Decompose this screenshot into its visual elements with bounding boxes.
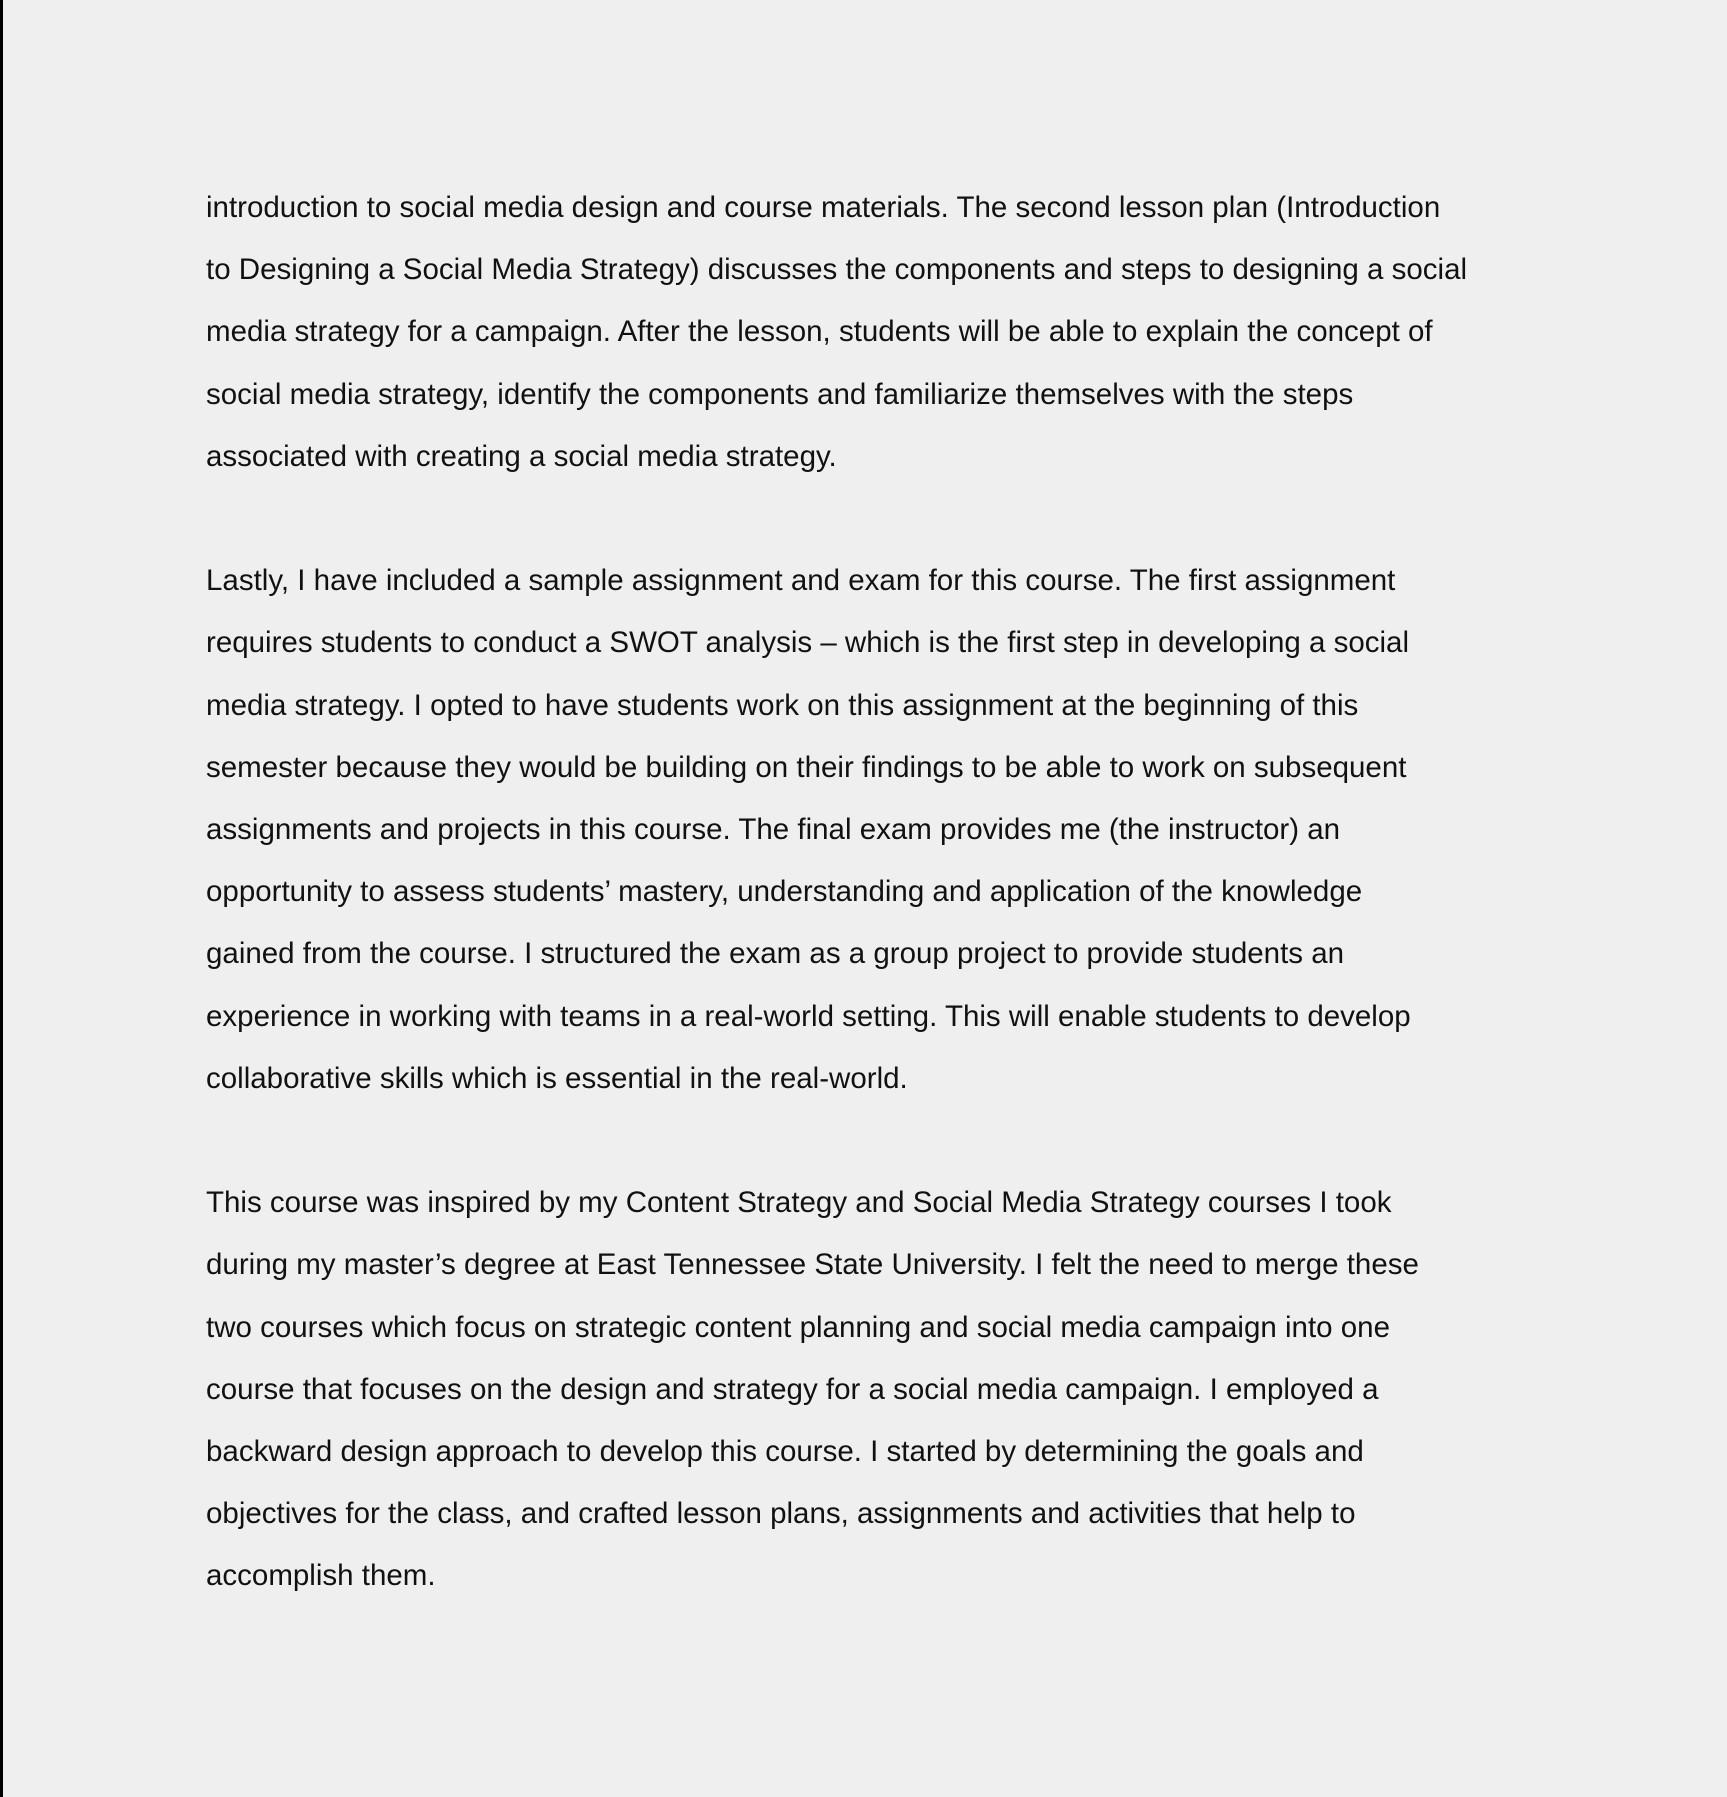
text-line: media strategy. I opted to have students work on this assignment at the beginning of this (206, 688, 1359, 722)
text-line: assignments and projects in this course. The final exam provides me (the instructor) an (206, 813, 1341, 847)
text-line: requires students to conduct a SWOT analysis – which is the first step in developing a social (206, 626, 1410, 660)
document-body (206, 177, 1536, 1670)
text-line: semester because they would be building on their findings to be able to work on subsequent (206, 750, 1407, 784)
text-line: social media strategy, identify the components and familiarize themselves with the steps (206, 377, 1354, 411)
text-line: backward design approach to develop this course. I started by determining the goals and (206, 1435, 1364, 1469)
page-edge-border (0, 0, 3, 1797)
paragraph-assignment-exam (206, 550, 1536, 1110)
text-line: two courses which focus on strategic content planning and social media campaign into one (206, 1310, 1390, 1344)
text-line: to Designing a Social Media Strategy) discusses the components and steps to designing a social (206, 253, 1468, 287)
text-line: gained from the course. I structured the exam as a group project to provide students an (206, 937, 1345, 971)
text-line: collaborative skills which is essential in the real-world. (206, 1061, 908, 1095)
paragraph-course-inspiration (206, 1172, 1536, 1607)
text-line: opportunity to assess students’ mastery, understanding and application of the knowledge (206, 875, 1363, 909)
text-line: This course was inspired by my Content Strategy and Social Media Strategy courses I took (206, 1186, 1392, 1220)
text-line: introduction to social media design and course materials. The second lesson plan (Introduction (206, 191, 1441, 224)
text-line: associated with creating a social media strategy. (206, 439, 837, 473)
text-line: Lastly, I have included a sample assignment and exam for this course. The first assignment (206, 564, 1396, 598)
paragraph-lesson-plan (206, 177, 1536, 488)
text-line: media strategy for a campaign. After the lesson, students will be able to explain the concept of (206, 315, 1433, 349)
text-line: during my master’s degree at East Tennessee State University. I felt the need to merge these (206, 1248, 1419, 1282)
text-line: accomplish them. (206, 1559, 436, 1593)
text-line: course that focuses on the design and strategy for a social media campaign. I employed a (206, 1372, 1379, 1406)
text-line: objectives for the class, and crafted lesson plans, assignments and activities that help to (206, 1497, 1356, 1531)
text-line: experience in working with teams in a real-world setting. This will enable students to develop (206, 999, 1411, 1033)
